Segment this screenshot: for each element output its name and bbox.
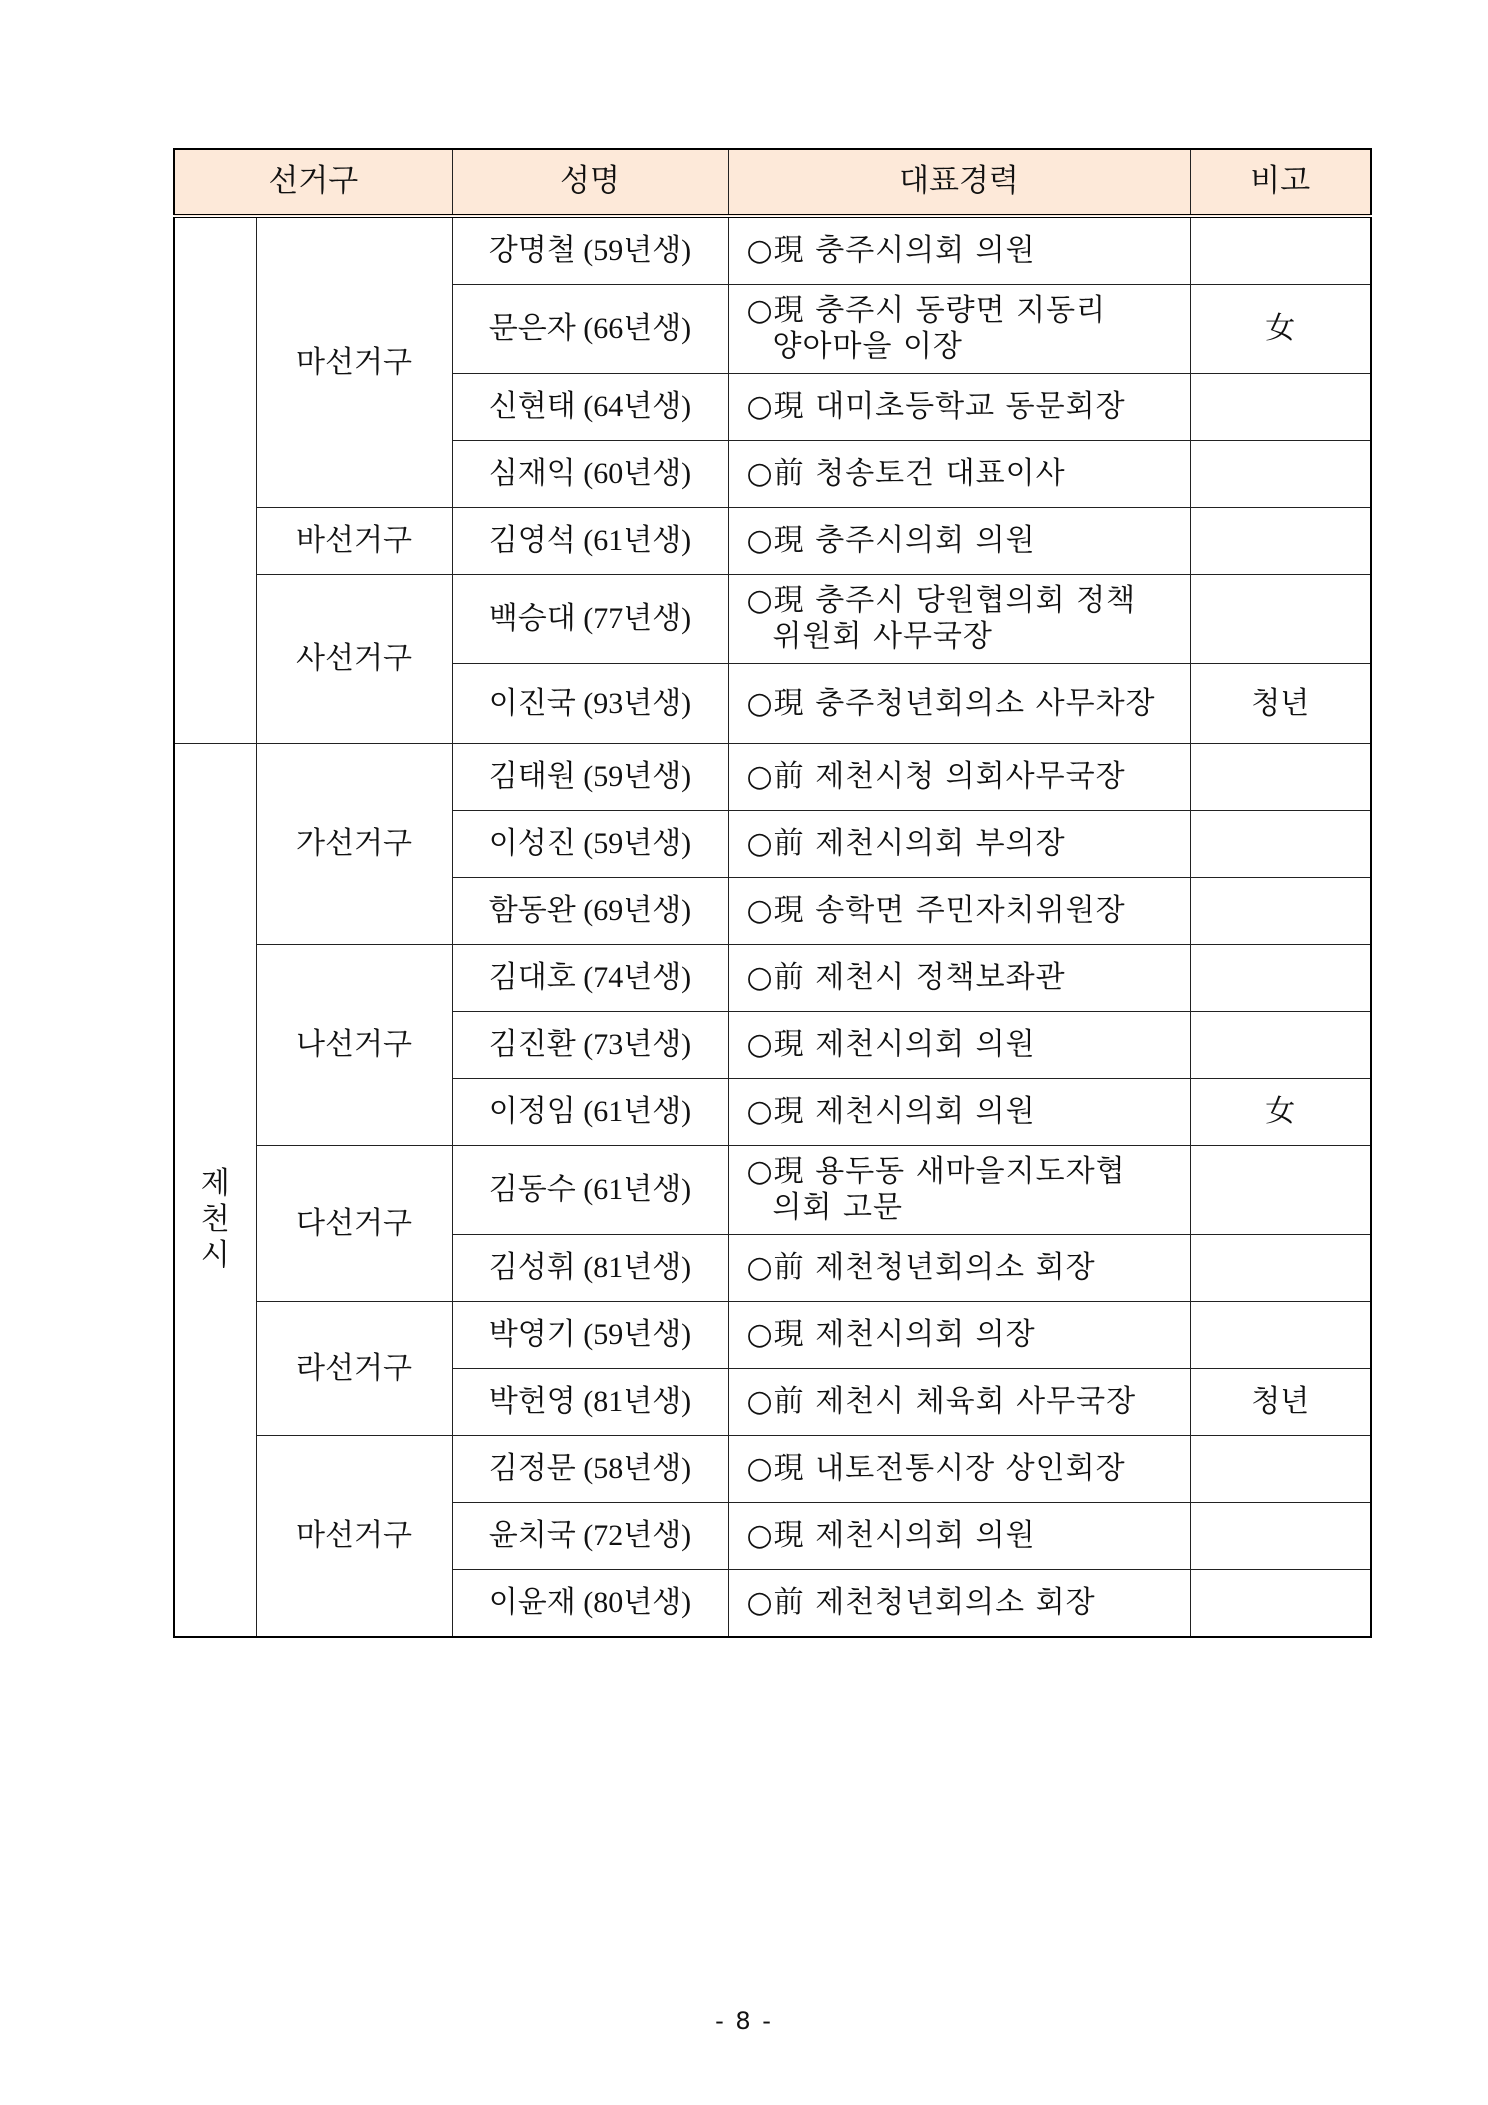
candidate-career <box>728 1012 1190 1079</box>
header-district: 선거구 <box>174 149 452 216</box>
candidate-career <box>728 1503 1190 1570</box>
career-line: ○現 제천시의회 의원 <box>746 1027 1036 1062</box>
candidate-name: 김태원 (59년생) <box>452 744 728 811</box>
candidate-name: 박헌영 (81년생) <box>452 1369 728 1436</box>
career-line: ○前 제천시 체육회 사무국장 <box>746 1384 1137 1419</box>
candidate-career <box>728 1079 1190 1146</box>
candidate-career <box>728 575 1190 664</box>
district-cell: 라선거구 <box>256 1302 452 1436</box>
city-cell <box>174 216 256 744</box>
candidate-career <box>728 1436 1190 1503</box>
candidate-name: 김동수 (61년생) <box>452 1146 728 1235</box>
table-row <box>174 575 1371 664</box>
candidate-name: 윤치국 (72년생) <box>452 1503 728 1570</box>
candidate-note <box>1190 1570 1371 1638</box>
candidate-note <box>1190 744 1371 811</box>
career-line: ○前 제천시의회 부의장 <box>746 826 1066 861</box>
candidate-note <box>1190 216 1371 285</box>
city-cell <box>174 744 256 1638</box>
table-row <box>174 216 1371 285</box>
candidate-note <box>1190 374 1371 441</box>
career-line: ○前 제천청년회의소 회장 <box>746 1585 1096 1620</box>
candidate-name: 이정임 (61년생) <box>452 1079 728 1146</box>
candidate-name: 신현태 (64년생) <box>452 374 728 441</box>
table-row <box>174 1302 1371 1369</box>
candidate-note <box>1190 1146 1371 1235</box>
career-line: ○現 충주시의회 의원 <box>746 523 1036 558</box>
candidate-career <box>728 216 1190 285</box>
candidate-note <box>1190 575 1371 664</box>
candidate-career <box>728 441 1190 508</box>
candidate-career <box>728 285 1190 374</box>
candidate-name: 김진환 (73년생) <box>452 1012 728 1079</box>
career-line: ○現 대미초등학교 동문회장 <box>746 389 1126 424</box>
table-row <box>174 1146 1371 1235</box>
career-line: ○前 제천시청 의회사무국장 <box>746 759 1126 794</box>
career-line-continued: 위원회 사무국장 <box>772 619 993 654</box>
candidate-table <box>173 148 1372 1638</box>
career-line: ○前 제천시 정책보좌관 <box>746 960 1066 995</box>
career-line: ○現 충주시의회 의원 <box>746 233 1036 268</box>
table-row <box>174 1436 1371 1503</box>
table-row <box>174 744 1371 811</box>
district-cell: 다선거구 <box>256 1146 452 1302</box>
candidate-name: 이진국 (93년생) <box>452 664 728 744</box>
candidate-career <box>728 744 1190 811</box>
table-row <box>174 945 1371 1012</box>
career-line-continued: 의회 고문 <box>772 1190 903 1225</box>
career-line: ○現 내토전통시장 상인회장 <box>746 1451 1126 1486</box>
candidate-career <box>728 1235 1190 1302</box>
header-row <box>174 149 1371 216</box>
table-row <box>174 508 1371 575</box>
candidate-note <box>1190 1503 1371 1570</box>
district-cell: 마선거구 <box>256 1436 452 1638</box>
candidate-note: 女 <box>1190 285 1371 374</box>
candidate-career <box>728 811 1190 878</box>
candidate-note <box>1190 508 1371 575</box>
candidate-note <box>1190 1302 1371 1369</box>
candidate-name: 함동완 (69년생) <box>452 878 728 945</box>
candidate-note: 女 <box>1190 1079 1371 1146</box>
header-name: 성명 <box>452 149 728 216</box>
candidate-career <box>728 508 1190 575</box>
career-line: ○前 제천청년회의소 회장 <box>746 1250 1096 1285</box>
header-note: 비고 <box>1190 149 1371 216</box>
candidate-note <box>1190 1436 1371 1503</box>
district-cell: 사선거구 <box>256 575 452 744</box>
candidate-career <box>728 1302 1190 1369</box>
career-line: ○前 청송토건 대표이사 <box>746 456 1066 491</box>
candidate-career <box>728 878 1190 945</box>
career-line: ○現 용두동 새마을지도자협 <box>746 1154 1126 1189</box>
candidate-name: 이성진 (59년생) <box>452 811 728 878</box>
candidate-note: 청년 <box>1190 1369 1371 1436</box>
candidate-note <box>1190 441 1371 508</box>
candidate-name: 문은자 (66년생) <box>452 285 728 374</box>
district-cell: 가선거구 <box>256 744 452 945</box>
candidate-note: 청년 <box>1190 664 1371 744</box>
candidate-note <box>1190 878 1371 945</box>
candidate-career <box>728 1146 1190 1235</box>
candidate-name: 김성휘 (81년생) <box>452 1235 728 1302</box>
district-cell: 마선거구 <box>256 216 452 508</box>
candidate-name: 김영석 (61년생) <box>452 508 728 575</box>
candidate-name: 박영기 (59년생) <box>452 1302 728 1369</box>
header-career: 대표경력 <box>728 149 1190 216</box>
candidate-name: 강명철 (59년생) <box>452 216 728 285</box>
candidate-career <box>728 945 1190 1012</box>
career-line-continued: 양아마을 이장 <box>772 329 963 364</box>
candidate-career <box>728 374 1190 441</box>
candidate-note <box>1190 945 1371 1012</box>
candidate-note <box>1190 811 1371 878</box>
candidate-career <box>728 664 1190 744</box>
career-line: ○現 충주시 동량면 지동리 <box>746 293 1107 328</box>
career-line: ○現 제천시의회 의원 <box>746 1518 1036 1553</box>
candidate-name: 백승대 (77년생) <box>452 575 728 664</box>
career-line: ○現 송학면 주민자치위원장 <box>746 893 1126 928</box>
candidate-career <box>728 1369 1190 1436</box>
district-cell: 바선거구 <box>256 508 452 575</box>
career-line: ○現 제천시의회 의원 <box>746 1094 1036 1129</box>
candidate-note <box>1190 1235 1371 1302</box>
career-line: ○現 충주청년회의소 사무차장 <box>746 685 1156 721</box>
candidate-name: 김정문 (58년생) <box>452 1436 728 1503</box>
candidate-career <box>728 1570 1190 1638</box>
page-number: - 8 - <box>715 2007 773 2035</box>
career-line: ○現 제천시의회 의장 <box>746 1317 1036 1352</box>
candidate-name: 심재익 (60년생) <box>452 441 728 508</box>
candidate-name: 이윤재 (80년생) <box>452 1570 728 1638</box>
career-line: ○現 충주시 당원협의회 정책 <box>746 583 1137 618</box>
candidate-note <box>1190 1012 1371 1079</box>
city-name: 제 천 시 <box>200 1166 230 1273</box>
candidate-name: 김대호 (74년생) <box>452 945 728 1012</box>
district-cell: 나선거구 <box>256 945 452 1146</box>
